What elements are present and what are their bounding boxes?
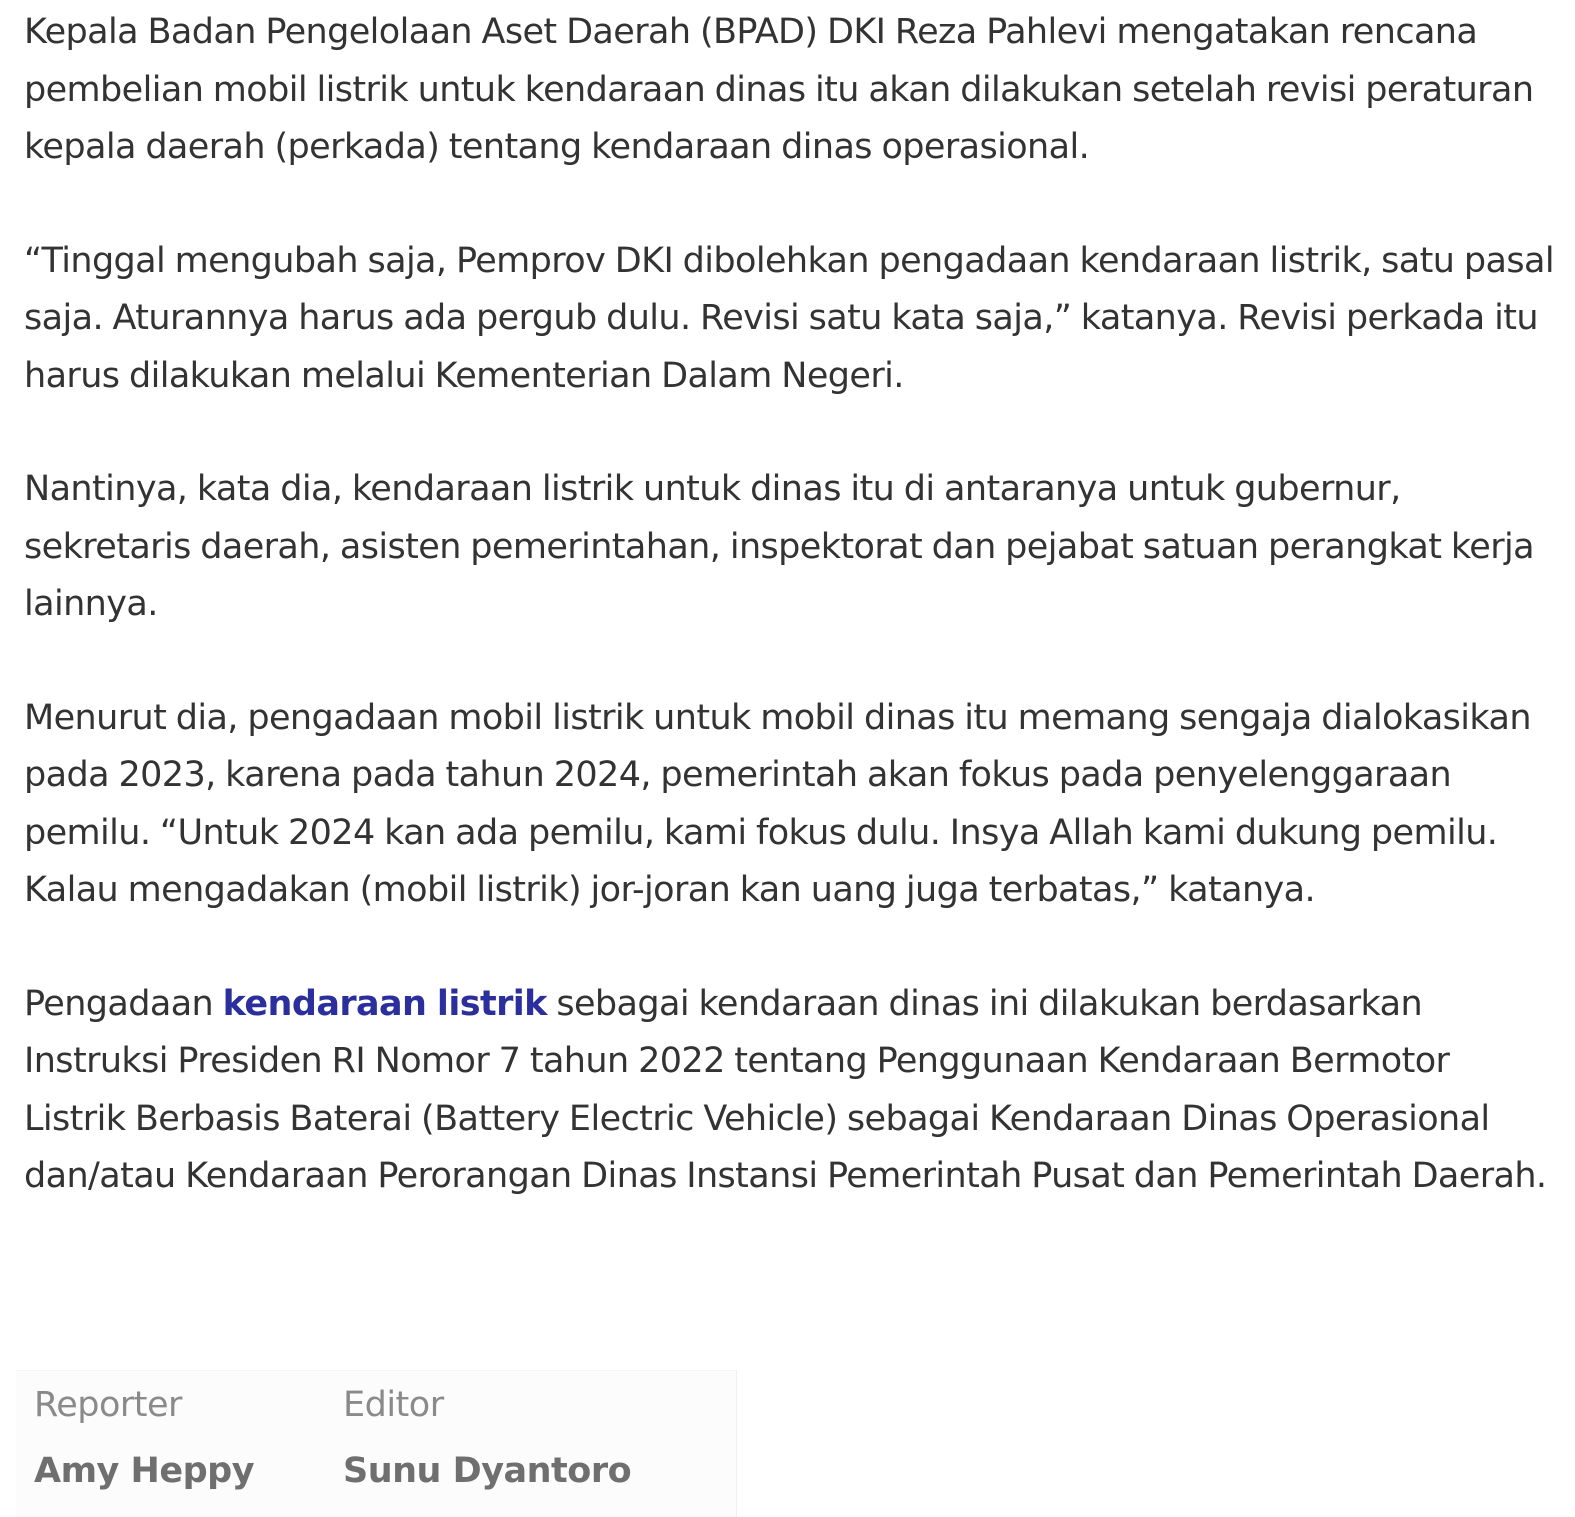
article-body bbox=[24, 4, 1556, 1206]
editor-label: Editor bbox=[343, 1385, 444, 1425]
article-paragraph-5 bbox=[24, 976, 1556, 1206]
editor-name: Sunu Dyantoro bbox=[343, 1451, 632, 1491]
kendaraan-listrik-tag-link[interactable]: kendaraan listrik bbox=[222, 983, 547, 1024]
article-paragraph-2: “Tinggal mengubah saja, Pemprov DKI dibolehkan pengadaan kendaraan listrik, satu pasal saja. Aturannya harus ada pergub dulu. Revisi satu kata saja,” katanya. Revisi perkada itu harus dilakukan melalui Kementerian Dalam Negeri. bbox=[24, 240, 1554, 396]
paragraph-5-text-after: sebagai kendaraan dinas ini dilakukan berdasarkan Instruksi Presiden RI Nomor 7 tahun 2022 tentang Penggunaan Kendaraan Bermotor Listrik Berbasis Baterai (Battery Electric Vehicle) sebagai Kendaraan Dinas Operasional dan/atau Kendaraan Perorangan Dinas Instansi Pemerintah Pusat dan Pemerintah Daerah. bbox=[24, 983, 1547, 1196]
reporter-name: Amy Heppy bbox=[34, 1451, 255, 1491]
article-paragraph-4: Menurut dia, pengadaan mobil listrik untuk mobil dinas itu memang sengaja dialokasikan pada 2023, karena pada tahun 2024, pemerintah akan fokus pada penyelenggaraan pemilu. “Untuk 2024 kan ada pemilu, kami fokus dulu. Insya Allah kami dukung pemilu. Kalau mengadakan (mobil listrik) jor-joran kan uang juga terbatas,” katanya. bbox=[24, 697, 1531, 910]
article-paragraph-3: Nantinya, kata dia, kendaraan listrik untuk dinas itu di antaranya untuk gubernur, sekretaris daerah, asisten pemerintahan, inspektorat dan pejabat satuan perangkat kerja lainnya. bbox=[24, 469, 1535, 624]
reporter-label: Reporter bbox=[34, 1385, 182, 1425]
paragraph-5-text-before: Pengadaan bbox=[24, 983, 223, 1024]
article-credits bbox=[16, 1370, 737, 1517]
article-paragraph-1: Kepala Badan Pengelolaan Aset Daerah (BPAD) DKI Reza Pahlevi mengatakan rencana pembelian mobil listrik untuk kendaraan dinas itu akan dilakukan setelah revisi peraturan kepala daerah (perkada) tentang kendaraan dinas operasional. bbox=[24, 12, 1534, 167]
